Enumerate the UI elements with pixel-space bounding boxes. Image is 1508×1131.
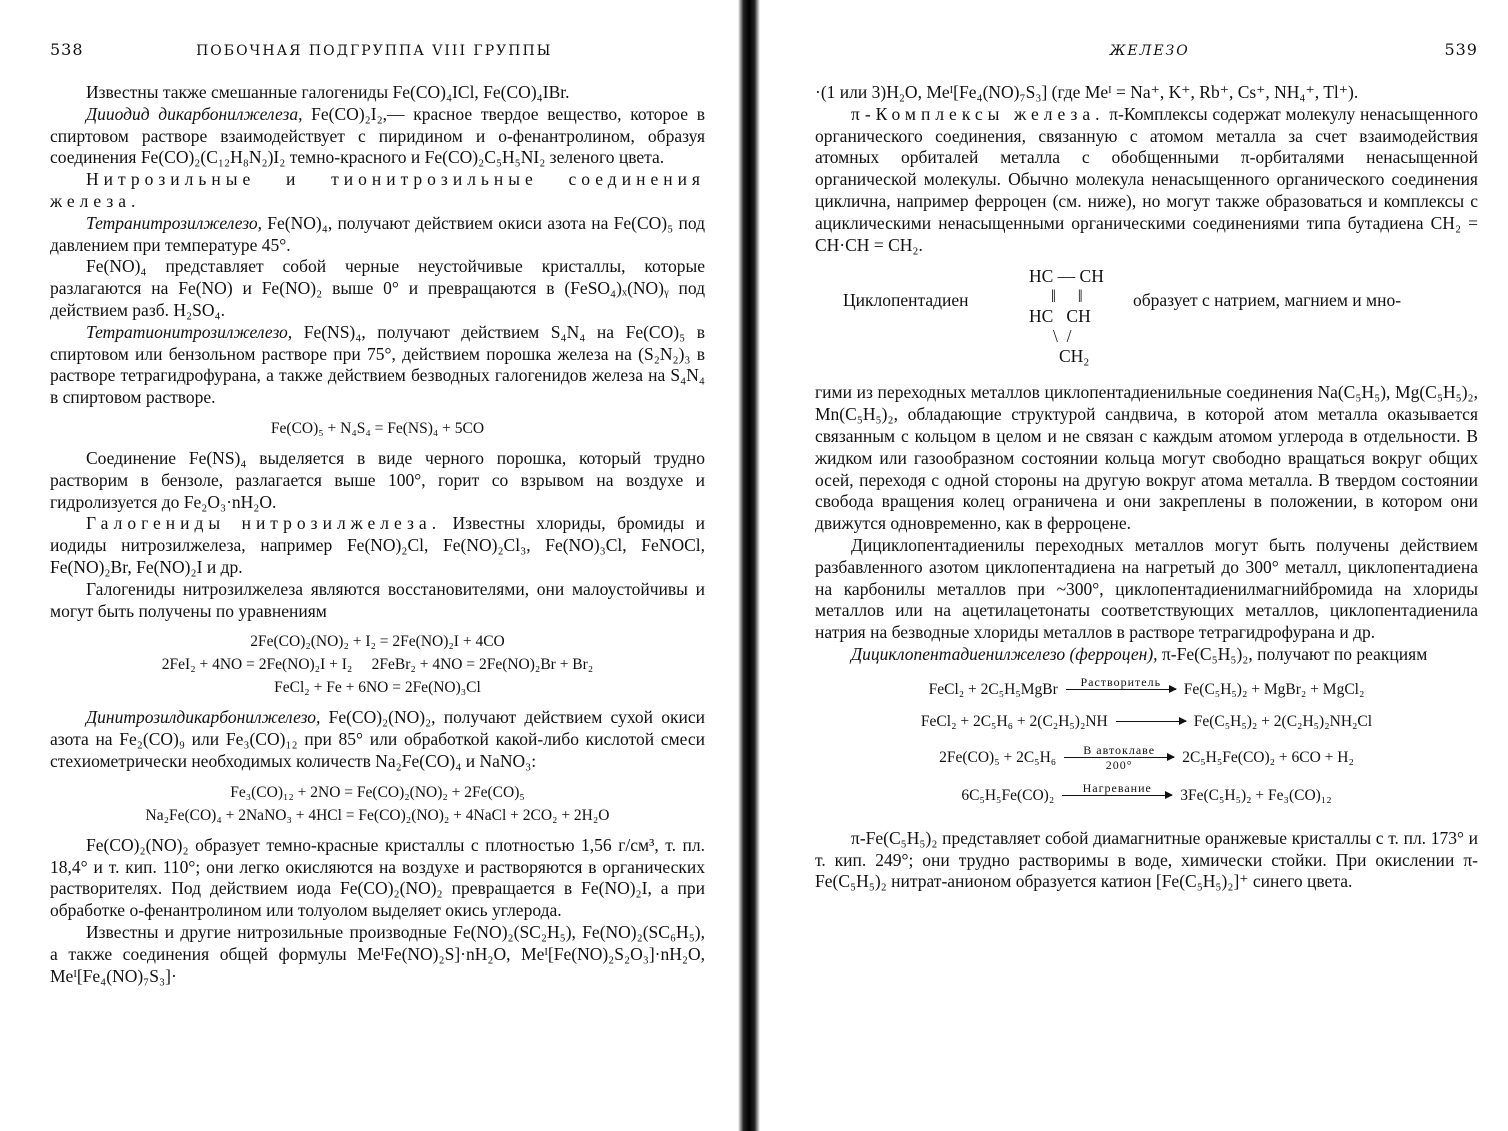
section-heading: Галогениды нитрозилжелеза.	[86, 513, 442, 534]
structure-label: Циклопентадиен	[843, 290, 969, 311]
equation: Fe(CO)₅ + N₄S₄ = Fe(NS)₄ + 5CO	[270, 419, 485, 437]
reaction: FeCl₂ + 2C₅H₅MgBr Растворитель Fe(C₅H₅)₂ + MgBr₂ + MgCl₂	[815, 674, 1478, 706]
reaction: 2Fe(CO)₅ + 2C₅H₆ В автоклаве 200° 2C₅H₅Fe(CO)₂ + 6CO + H₂	[939, 743, 1354, 773]
equation: Na₂Fe(CO)₄ + 2NaNO₃ + 4HCl = Fe(CO)₂(NO)₂ + 4NaCl + 2CO₂ + 2H₂O	[145, 806, 610, 824]
paragraph: ·(1 или 3)H₂O, Meᴵ[Fe₄(NO)₇S₃] (где Meᴵ = Na⁺, K⁺, Rb⁺, Cs⁺, NH₄⁺, Tl⁺).	[815, 82, 1359, 102]
structural-formula	[1023, 266, 1133, 376]
right-page-number: 539	[1444, 40, 1478, 59]
paragraph: Дициклопентадиенилжелезо (ферроцен), π-Fe(C₅H₅)₂, получают по реакциям	[851, 643, 1428, 664]
equation: 2FeI₂ + 4NO = 2Fe(NO)₂I + I₂ 2FeBr₂ + 4NO = 2Fe(NO)₂Br + Br₂	[161, 656, 594, 674]
arrow-icon: В автоклаве 200°	[1064, 743, 1174, 772]
arrow-icon	[1116, 707, 1186, 736]
equation-block	[50, 630, 705, 699]
formula-middle: HC CH	[1029, 306, 1091, 327]
paragraph: Тетратионитрозилжелезо, Fe(NS)₄, получают действием S₄N₄ на Fe(CO)₅ в спиртовом или бензольном растворе при 75°, действием порошка железа на (S₂N₂)₃ в растворе тетрагидрофурана, а также действием безводных галогенидов железа на S₄N₄ в спиртовом растворе.	[50, 321, 705, 408]
paragraph: Дициклопентадиенилы переходных металлов могут быть получены действием разбавленного азотом циклопентадиена на нагретый до 300° металл, циклопентадиена на карбонилы металлов при ~300°, циклопентадиенилмагнийбромида на хлориды металлов или на ацетилацетонаты соответствующих металлов, циклопентадиенила натрия на безводные хлориды металлов в растворе тетрагидрофурана и др.	[815, 534, 1478, 643]
equation-block	[50, 417, 705, 440]
arrow-icon: Растворитель	[1066, 675, 1176, 704]
equation: Fe₃(CO)₁₂ + 2NO = Fe(CO)₂(NO)₂ + 2Fe(CO)₅	[230, 783, 525, 801]
paragraph: Fe(CO)₂(NO)₂ образует темно-красные кристаллы с плотностью 1,56 г/см³, т. пл. 18,4° и т. кип. 110°; они легко окисляются на воздухе и растворяются в органических растворителях. Под действием иода Fe(CO)₂(NO)₂ превращается в Fe(NO)₂I, а при обработке o-фенантролином или толуолом выделяет окись углерода.	[50, 834, 705, 921]
equation: FeCl₂ + Fe + 6NO = 2Fe(NO)₃Cl	[274, 679, 481, 697]
structure-continuation: образует с натрием, магнием и мно-	[1133, 290, 1402, 311]
right-page	[763, 0, 1508, 1131]
formula-bonds: \ /	[1053, 326, 1072, 347]
left-page	[0, 0, 735, 1131]
paragraph: Fe(NO)₄ представляет собой черные неустойчивые кристаллы, которые разлагаются на Fe(NO) и Fe(NO)₂ выше 0° и превращаются в (FeSO₄)ₓ(NO)ᵧ под действием разб. H₂SO₄.	[50, 256, 705, 320]
equation-block	[50, 781, 705, 827]
paragraph: π-Комплексы железа. π-Комплексы содержат молекулу ненасыщенного органического соединения, связанную с атомом металла за счет взаимодействия атомных орбиталей металла с обобщенными π-орбиталями ненасыщенной органической молекулы. Обычно молекула ненасыщенного органического соединения циклична, например ферроцен (см. ниже), но могут также образоваться и комплексы с ациклическими ненасыщенными органическими соединениями типа бутадиена CH₂ = CH·CH = CH₂.	[815, 103, 1479, 255]
compound-name: Дициклопентадиенилжелезо (ферроцен),	[851, 643, 1158, 664]
section-heading: π-Комплексы железа.	[851, 103, 1105, 124]
right-running-head	[815, 40, 1478, 66]
right-running-title: ЖЕЛЕЗО	[1109, 43, 1190, 59]
paragraph: Динитрозилдикарбонилжелезо, Fe(CO)₂(NO)₂, получают действием сухой окиси азота на Fe₂(CO)₉ или Fe₃(CO)₁₂ при 85° или обработкой какой-либо кислотой смеси стехиометрически необходимых количеств Na₂Fe(CO)₄ и NaNO₃:	[50, 707, 705, 771]
formula-top: HC — CH	[1029, 266, 1104, 287]
paragraph: Тетранитрозилжелезо, Fe(NO)₄, получают действием окиси азота на Fe(CO)₅ под давлением при температуре 45°.	[50, 212, 705, 255]
equation: 2Fe(CO)₂(NO)₂ + I₂ = 2Fe(NO)₂I + 4CO	[250, 633, 505, 651]
reaction: FeCl₂ + 2C₅H₆ + 2(C₂H₅)₂NH Fe(C₅H₅)₂ + 2(C₂H₅)₂NH₂Cl	[815, 706, 1478, 738]
reaction-block	[815, 674, 1478, 814]
left-page-number: 538	[50, 40, 84, 59]
paragraph: Галогениды нитрозилжелеза являются восстановителями, они малоустойчивы и могут быть получены по уравнениям	[50, 578, 705, 621]
compound-name: Тетранитрозилжелезо,	[86, 212, 263, 233]
paragraph: Соединение Fe(NS)₄ выделяется в виде черного порошка, который трудно растворим в бензоле, разлагается выше 100°, горит со взрывом на воздухе и гидролизуется до Fe₂O₃·nH₂O.	[50, 447, 705, 512]
left-running-head	[50, 40, 705, 66]
arrow-icon: Нагревание	[1062, 781, 1172, 810]
left-running-title: ПОБОЧНАЯ ПОДГРУППА VIII ГРУППЫ	[196, 43, 553, 59]
section-heading: Нитрозильные и тионитрозильные соединения железа.	[50, 169, 705, 211]
paragraph: Дииодид дикарбонилжелеза, Fe(CO)₂I₂,— красное твердое вещество, которое в спиртовом растворе взаимодействует с пиридином и o-фенантролином, образуя соединения Fe(CO)₂(C₁₂H₈N₂)I₂ темно-красного и Fe(CO)₂C₅H₅NI₂ зеленого цвета.	[50, 103, 705, 168]
compound-name: Тетратионитрозилжелезо,	[86, 321, 293, 342]
paragraph: Галогениды нитрозилжелеза. Известны хлориды, бромиды и иодиды нитрозилжелеза, например Fe(NO)₂Cl, Fe(NO)₂Cl₃, Fe(NO)₃Cl, FeNOCl, Fe(NO)₂Br, Fe(NO)₂I и др.	[50, 513, 705, 577]
book-gutter	[738, 0, 760, 1131]
paragraph: π-Fe(C₅H₅)₂ представляет собой диамагнитные оранжевые кристаллы с т. пл. 173° и т. кип. 249°; они трудно растворимы в воде, химически стойки. При окислении π-Fe(C₅H₅)₂ нитрат-анионом образуется катион [Fe(C₅H₅)₂]⁺ синего цвета.	[815, 827, 1478, 892]
formula-double-bonds: ‖ ‖	[1051, 286, 1083, 307]
compound-name: Динитрозилдикарбонилжелезо,	[86, 707, 321, 728]
paragraph: Известны и другие нитрозильные производные Fe(NO)₂(SC₂H₅), Fe(NO)₂(SC₆H₅), а также соединения общей формулы MeᴵFe(NO)₂S]·nH₂O, Meᴵ[Fe(NO)₂S₂O₃]·nH₂O, Meᴵ[Fe₄(NO)₇S₃]·	[50, 921, 705, 986]
paragraph: гими из переходных металлов циклопентадиенильные соединения Na(C₅H₅), Mg(C₅H₅)₂, Mn(C₅H₅)₂, обладающие структурой сандвича, в которой атом металла оказывается связанным с кольцом в целом и не связан с каждым атомом углерода в отдельности. В жидком или газообразном состоянии кольца могут свободно вращаться вокруг общих осей, переходя с одной стороны на другую вокруг атома металла. В твердом состоянии свобода вращения колец ограничена и они закреплены в положении, в котором они движутся одновременно, как в ферроцене.	[815, 382, 1478, 534]
paragraph: Известны также смешанные галогениды Fe(CO)₄ICl, Fe(CO)₄IBr.	[86, 82, 570, 102]
formula-bottom: CH₂	[1059, 346, 1090, 367]
reaction: 6C₅H₅Fe(CO)₂ Нагревание 3Fe(C₅H₅)₂ + Fe₃(CO)₁₂	[815, 778, 1478, 814]
compound-name: Дииодид дикарбонилжелеза,	[86, 103, 303, 124]
cyclopentadiene-structure	[843, 266, 1478, 376]
